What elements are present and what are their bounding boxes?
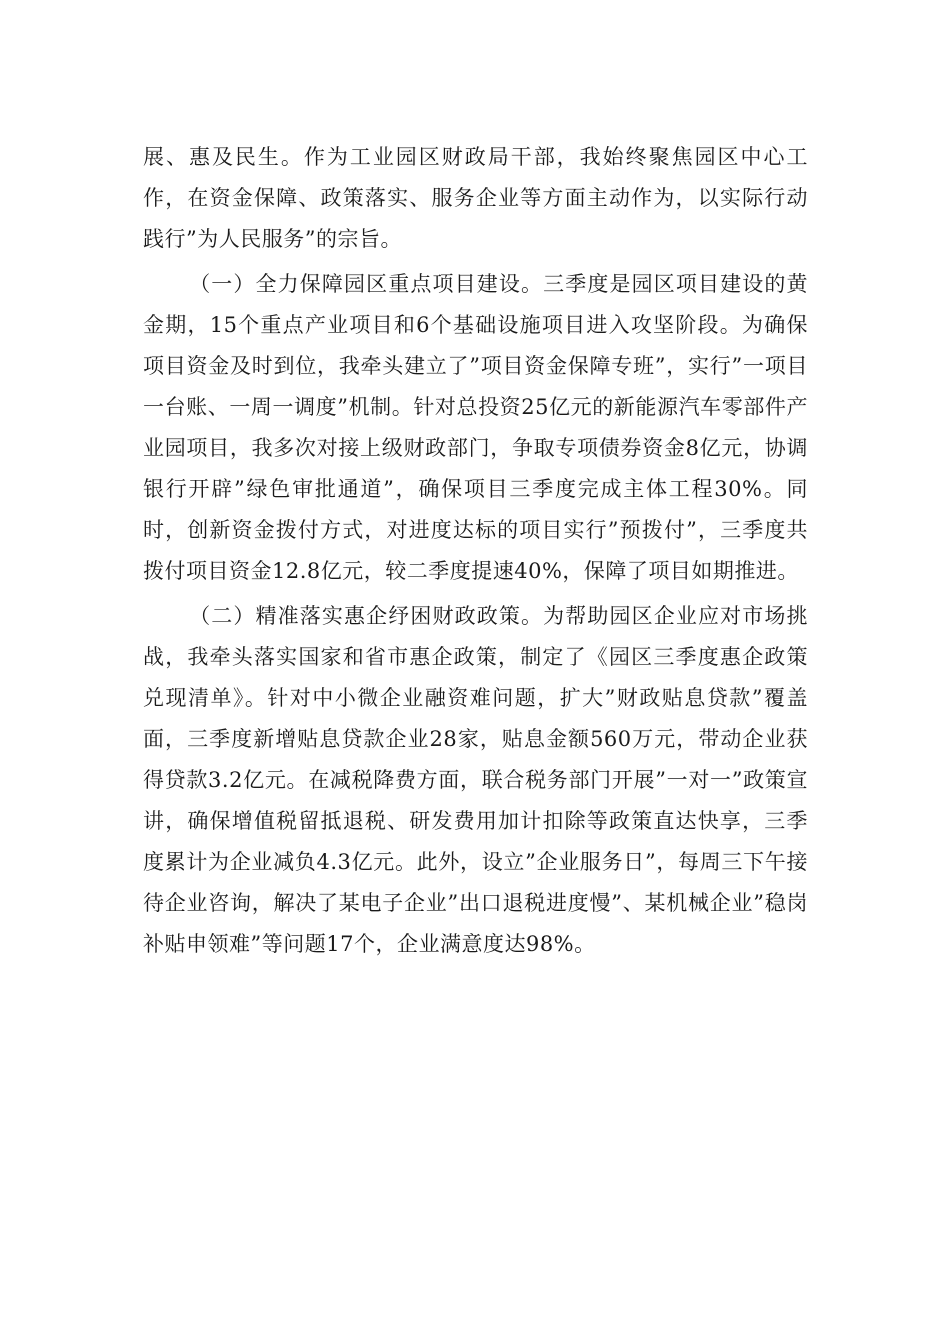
paragraph-section-2-enterprise-policy: （二）精准落实惠企纾困财政政策。为帮助园区企业应对市场挑战，我牵头落实国家和省市惠企政策，制定了《园区三季度惠企政策兑现清单》。针对中小微企业融资难问题，扩大”财政贴息贷款”覆盖面，三季度新增贴息贷款企业28家，贴息金额560万元，带动企业获得贷款3.2亿元。在减税降费方面，联合税务部门开展”一对一”政策宣讲，确保增值税留抵退税、研发费用加计扣除等政策直达快享，三季度累计为企业减负4.3亿元。此外，设立”企业服务日”，每周三下午接待企业咨询，解决了某电子企业”出口退税进度慢”、某机械企业”稳岗补贴申领难”等问题17个，企业满意度达98%。 (143, 604, 808, 956)
document-body (143, 137, 808, 969)
paragraph-section-1-project-construction: （一）全力保障园区重点项目建设。三季度是园区项目建设的黄金期，15个重点产业项目和6个基础设施项目进入攻坚阶段。为确保项目资金及时到位，我牵头建立了”项目资金保障专班”，实行”一项目一台账、一周一调度”机制。针对总投资25亿元的新能源汽车零部件产业园项目，我多次对接上级财政部门，争取专项债券资金8亿元，协调银行开辟”绿色审批通道”，确保项目三季度完成主体工程30%。同时，创新资金拨付方式，对进度达标的项目实行”预拨付”，三季度共拨付项目资金12.8亿元，较二季度提速40%，保障了项目如期推进。 (143, 272, 808, 583)
paragraph-intro-continuation: 展、惠及民生。作为工业园区财政局干部，我始终聚焦园区中心工作，在资金保障、政策落实、服务企业等方面主动作为，以实际行动践行”为人民服务”的宗旨。 (143, 145, 808, 251)
